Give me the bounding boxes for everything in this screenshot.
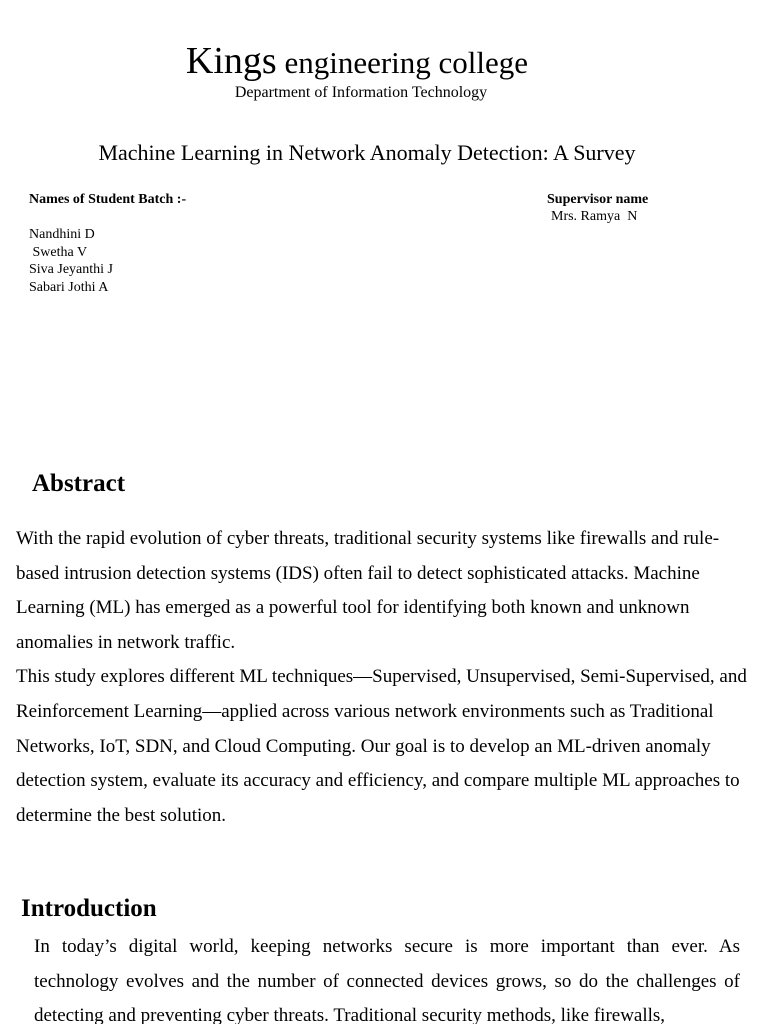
student-name: Sabari Jothi A bbox=[29, 279, 109, 295]
college-name-initial: Kings bbox=[185, 40, 277, 82]
student-batch-label: Names of Student Batch :- bbox=[29, 192, 187, 207]
college-name bbox=[0, 42, 714, 80]
supervisor-name: Mrs. Ramya N bbox=[551, 209, 638, 224]
abstract-heading: Abstract bbox=[32, 470, 126, 497]
department-name: Department of Information Technology bbox=[234, 84, 488, 101]
introduction-heading: Introduction bbox=[21, 895, 157, 922]
student-list bbox=[29, 226, 113, 296]
abstract-paragraph: With the rapid evolution of cyber threats, traditional security systems like firewalls and rule-based intrusion detection systems (IDS) often fail to detect sophisticated attacks. Machine Learning (ML) has emerged as a powerful tool for identifying both known and unknown anomalies in network traffic. bbox=[16, 528, 720, 653]
introduction-paragraph: In today’s digital world, keeping networks secure is more important than ever. As technology evolves and the number of connected devices grows, so do the challenges of detecting and preventing cyber threats. Traditional security methods, like firewalls, bbox=[34, 936, 740, 1024]
student-name: Nandhini D bbox=[29, 227, 95, 242]
paper-title: Machine Learning in Network Anomaly Detection: A Survey bbox=[98, 140, 636, 165]
abstract-body bbox=[16, 522, 748, 833]
supervisor-label: Supervisor name bbox=[547, 192, 649, 207]
student-name: Siva Jeyanthi J bbox=[29, 262, 113, 277]
abstract-paragraph: This study explores different ML techniques—Supervised, Unsupervised, Semi-Supervised, and Reinforcement Learning—applied across various network environments such as Traditional Networks, IoT, SDN, and Cloud Computing. Our goal is to develop an ML-driven anomaly detection system, evaluate its accuracy and efficiency, and compare multiple ML approaches to determine the best solution. bbox=[16, 666, 747, 826]
student-name: Swetha V bbox=[29, 244, 88, 260]
college-name-rest: engineering college bbox=[276, 45, 529, 80]
